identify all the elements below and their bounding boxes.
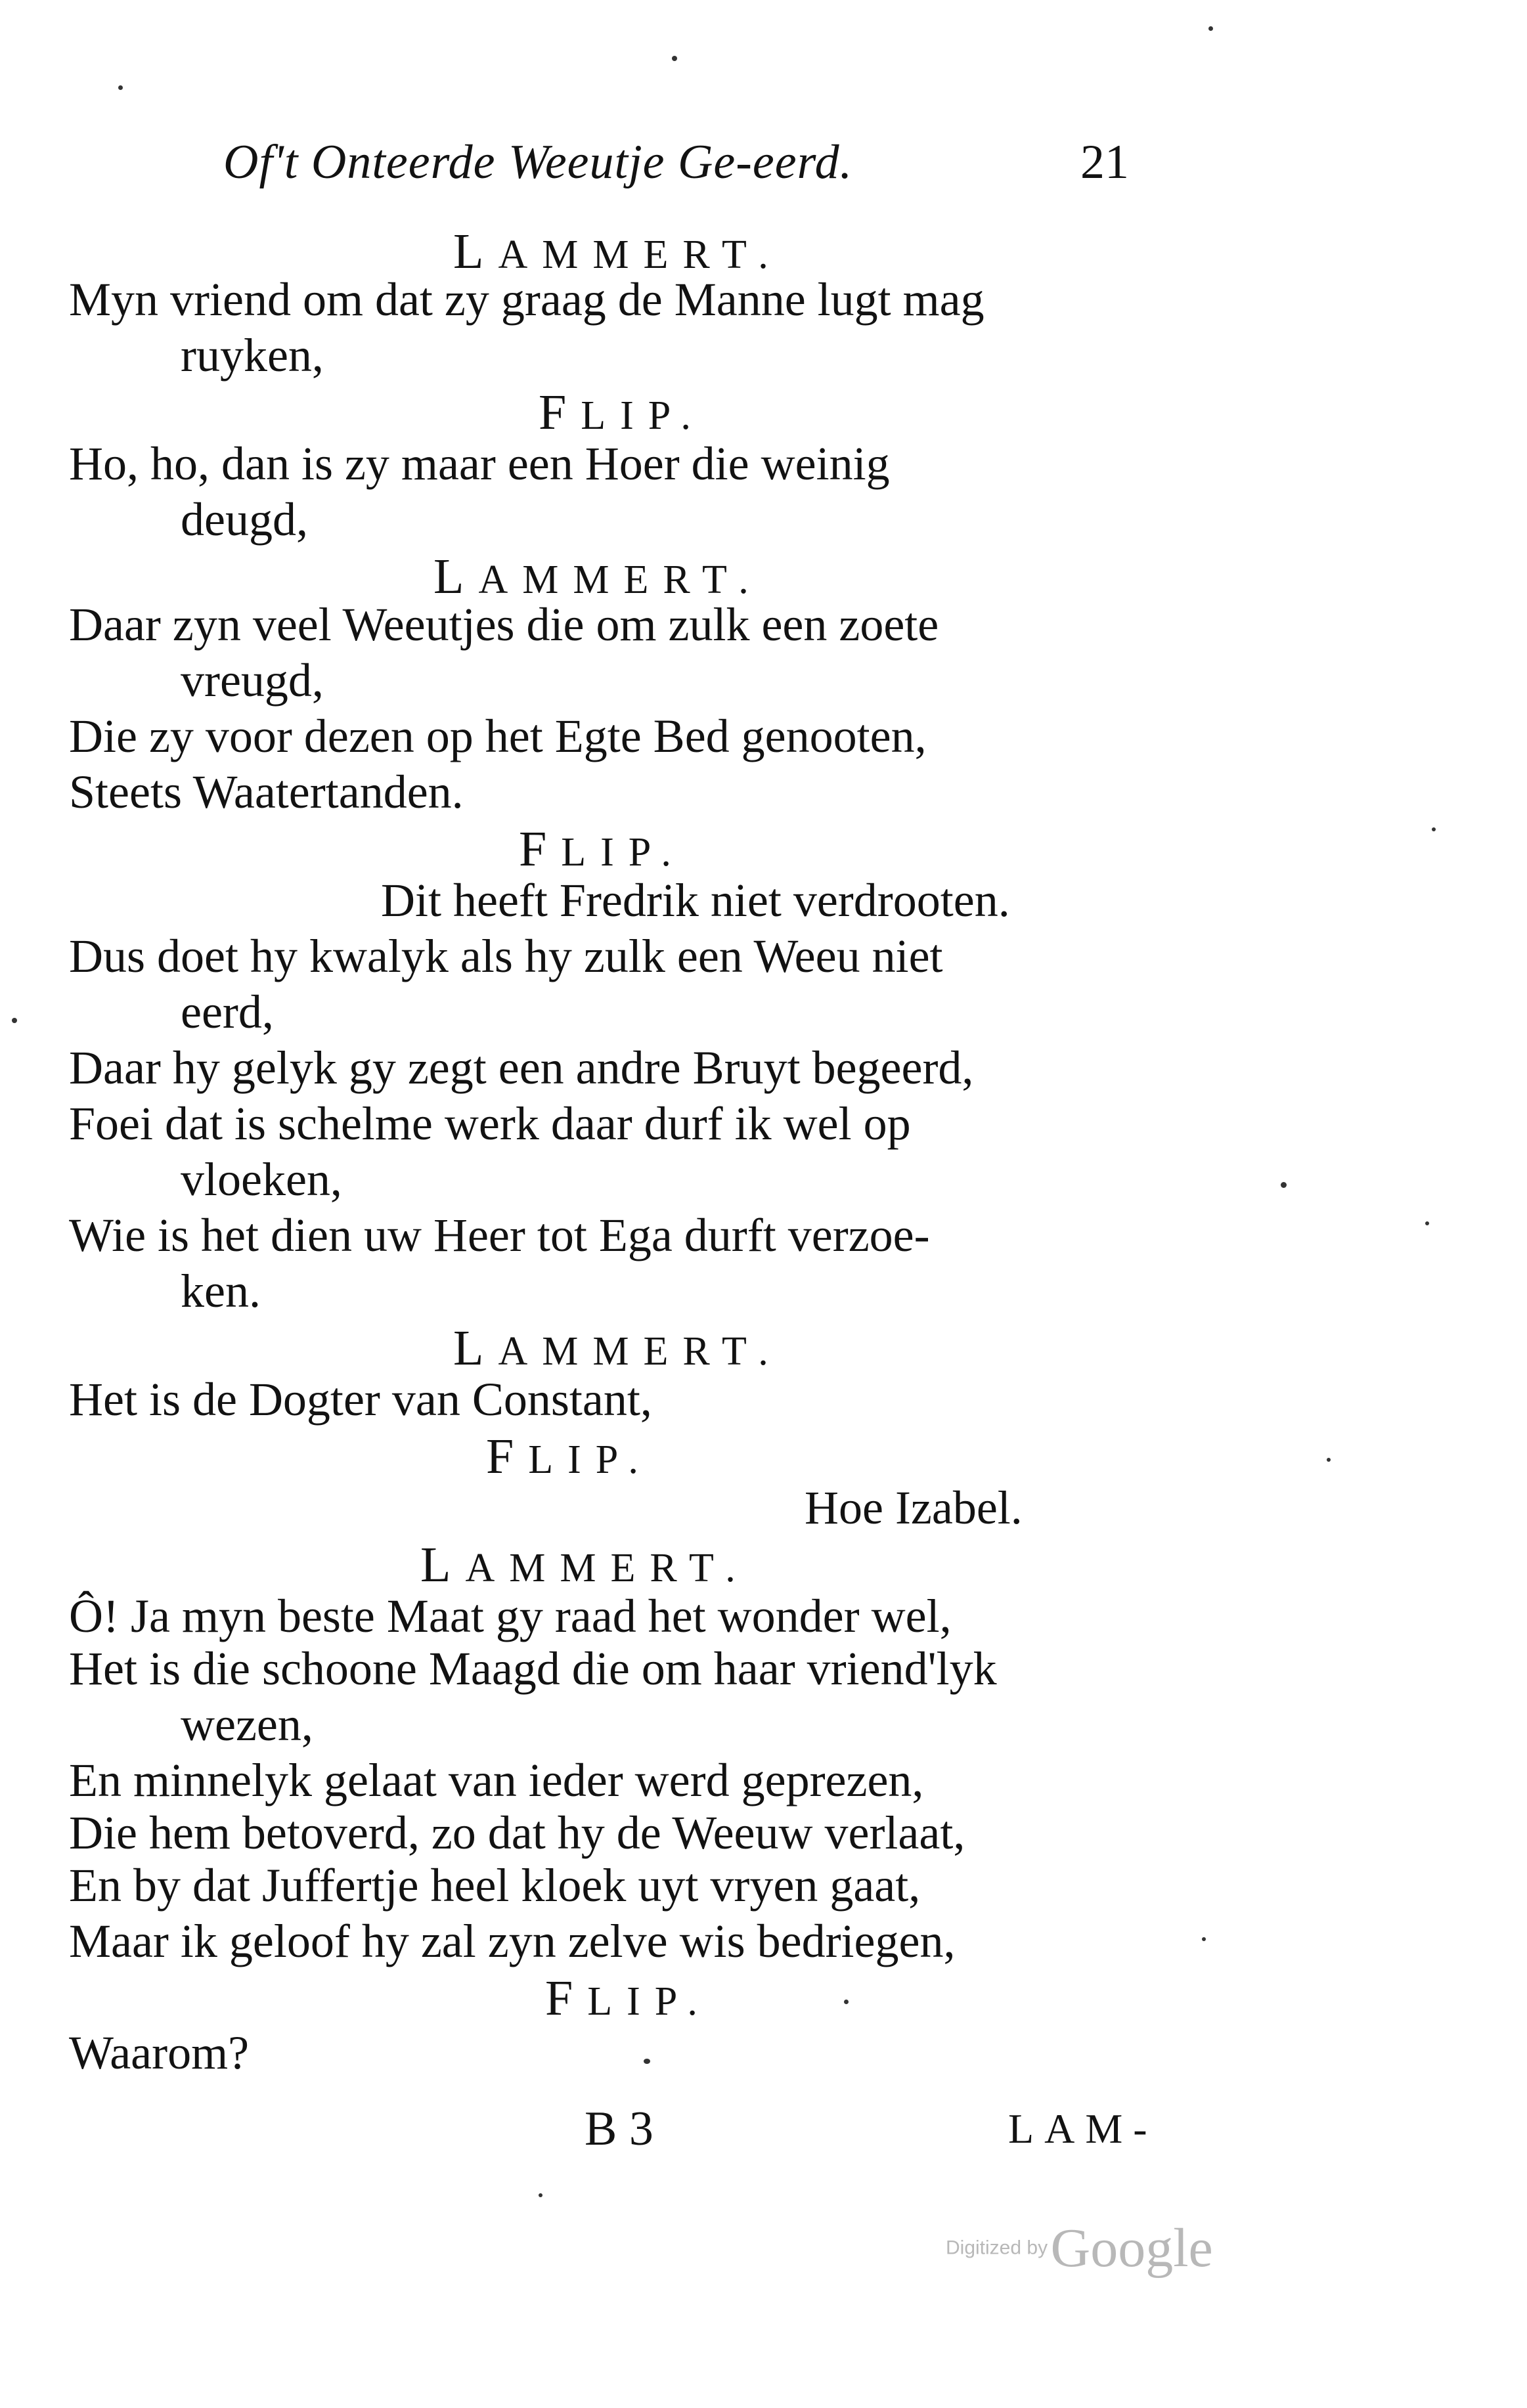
google-logo: Google [1050,2218,1213,2279]
verse-line: Het is de Dogter van Constant, [69,1373,652,1426]
running-title: Of't Onteerde Weeutje Ge-eerd. [223,135,853,189]
catchword: LAM- [1008,2105,1158,2152]
verse-line: Steets Waatertanden. [69,766,464,818]
digitized-by-google-watermark [946,2216,1213,2280]
scan-speck [1425,1221,1429,1225]
verse-line: Myn vriend om dat zy graag de Manne lugt mag [69,273,985,326]
scan-speck [644,2059,650,2064]
scan-speck [12,1018,17,1023]
page-number: 21 [1080,135,1129,189]
verse-line: Het is die schoone Maagd die om haar vriend'lyk [69,1642,997,1695]
verse-line-continuation: eerd, [181,986,274,1038]
scan-speck [539,2193,542,2197]
verse-line: Daar hy gelyk gy zegt een andre Bruyt begeerd, [69,1041,974,1094]
verse-line: Wie is het dien uw Heer tot Ega durft verzoe- [69,1209,930,1261]
verse-line-continuation: vloeken, [181,1153,342,1206]
speaker-heading: FLIP. [545,1971,712,2026]
scan-speck [1281,1182,1287,1188]
scan-speck [672,56,677,61]
verse-line-continuation: vreugd, [181,654,324,707]
scan-speck [1432,827,1436,831]
speaker-heading: FLIP. [539,385,705,440]
verse-line: Ô! Ja myn beste Maat gy raad het wonder wel, [69,1590,952,1642]
verse-line: En by dat Juffertje heel kloek uyt vryen gaat, [69,1859,921,1912]
scan-speck [118,85,123,90]
scan-speck [1202,1937,1206,1941]
scan-speck [844,2000,849,2004]
verse-line: Ho, ho, dan is zy maar een Hoer die weinig [69,437,890,490]
speaker-heading: FLIP. [519,821,686,877]
speaker-heading: FLIP. [486,1429,653,1484]
speaker-heading: LAMMERT. [433,549,763,604]
signature-mark: B 3 [585,2102,653,2156]
verse-line-continuation: deugd, [181,493,308,546]
digitized-prefix: Digitized by [946,2237,1048,2259]
speaker-heading: LAMMERT. [453,224,783,279]
verse-line-indented: Dit heeft Fredrik niet verdrooten. [381,874,1010,927]
verse-line: Maar ik geloof hy zal zyn zelve wis bedriegen, [69,1915,956,1967]
speaker-heading: LAMMERT. [453,1321,783,1376]
verse-line-continuation: wezen, [181,1698,313,1751]
verse-line-continuation: ken. [181,1265,261,1317]
scan-speck [1327,1458,1331,1462]
speaker-heading: LAMMERT. [420,1537,750,1592]
verse-line: En minnelyk gelaat van ieder werd geprezen, [69,1754,924,1806]
scan-speck [1208,26,1213,31]
verse-line: Foei dat is schelme werk daar durf ik wel op [69,1097,911,1150]
verse-line: Die hem betoverd, zo dat hy de Weeuw verlaat, [69,1806,965,1859]
verse-line: Waarom? [69,2026,250,2079]
verse-line-continuation: ruyken, [181,329,324,382]
verse-line: Dus doet hy kwalyk als hy zulk een Weeu niet [69,930,943,982]
verse-line: Die zy voor dezen op het Egte Bed genooten, [69,710,927,762]
verse-line-right: Hoe Izabel. [805,1481,1023,1534]
verse-line: Daar zyn veel Weeutjes die om zulk een zoete [69,598,939,651]
